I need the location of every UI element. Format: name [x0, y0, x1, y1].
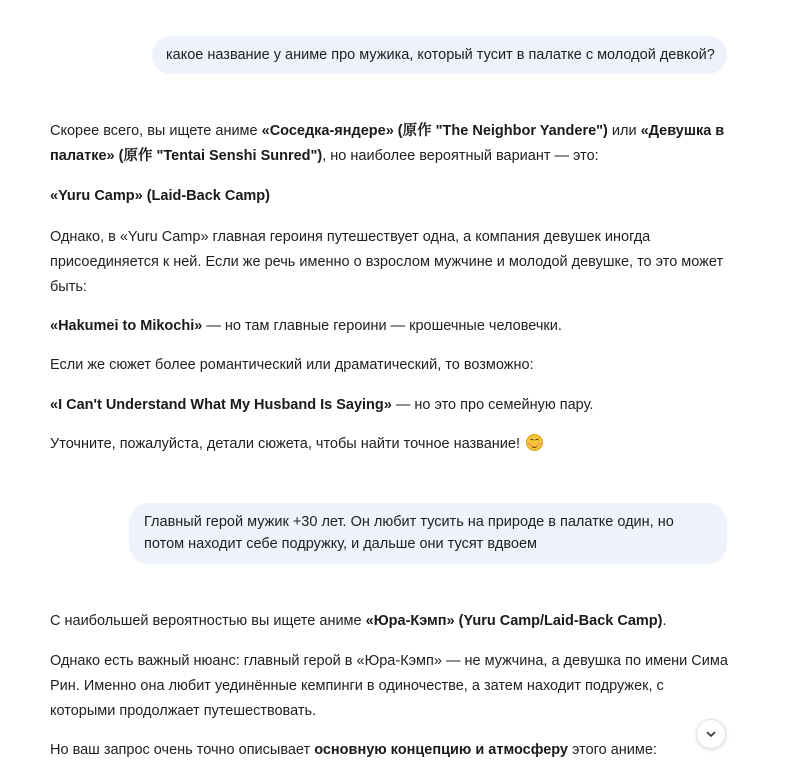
paragraph-text: Однако, в «Yuru Camp» главная героиня путешествует одна, а компания девушек иногда присоединяется к ней. Если же речь именно о взрослом мужчине и молодой девушке, то это может быть: — [50, 229, 724, 295]
assistant-message — [50, 225, 730, 300]
assistant-paragraph — [50, 184, 730, 209]
assistant-message — [50, 738, 730, 763]
smiling-face-emoji-icon — [526, 434, 543, 451]
user-message-text: Главный герой мужик +30 лет. Он любит тусить на природе в палатке один, но потом находит себе подружку, и дальше они тусят вдвоем — [144, 514, 674, 552]
assistant-paragraph — [50, 225, 730, 300]
assistant-message — [50, 119, 730, 169]
paragraph-text: . — [662, 613, 667, 629]
assistant-paragraph — [50, 393, 730, 418]
paragraph-text: , но наиболее вероятный вариант — это: — [322, 148, 599, 164]
assistant-paragraph — [50, 353, 730, 378]
paragraph-text: С наибольшей вероятностью вы ищете аниме — [50, 613, 366, 629]
paragraph-text: Однако есть важный нюанс: главный герой в «Юра-Кэмп» — не мужчина, а девушка по имени Сима Рин. Именно она любит уединённые кемпинги в одиночестве, а затем находит подружек, с которыми продолжает путешествовать. — [50, 653, 728, 719]
paragraph-text: Но ваш запрос очень точно описывает — [50, 742, 315, 758]
assistant-message — [50, 432, 730, 457]
paragraph-text: Скорее всего, вы ищете аниме — [50, 123, 262, 139]
chevron-down-icon — [705, 728, 717, 740]
anime-title: «Юра-Кэмп» (Yuru Camp/Laid-Back Camp) — [365, 613, 663, 629]
assistant-message — [50, 649, 730, 724]
scroll-to-bottom-button[interactable] — [696, 719, 726, 749]
assistant-paragraph — [50, 432, 730, 457]
assistant-paragraph — [50, 609, 730, 634]
assistant-paragraph — [50, 314, 730, 339]
paragraph-text: — но там главные героини — крошечные человечки. — [202, 318, 562, 334]
assistant-message — [50, 353, 730, 378]
paragraph-text: Уточните, пожалуйста, детали сюжета, чтобы найти точное название! — [50, 436, 525, 452]
paragraph-text: — но это про семейную пару. — [391, 397, 594, 413]
anime-title: «Yuru Camp» (Laid-Back Camp) — [50, 188, 270, 204]
assistant-paragraph — [50, 649, 730, 724]
assistant-paragraph — [50, 119, 730, 169]
anime-title: «I Can't Understand What My Husband Is Saying» — [50, 397, 392, 413]
assistant-message — [50, 393, 730, 418]
paragraph-text: этого аниме: — [568, 742, 657, 758]
user-message-bubble — [129, 503, 727, 564]
assistant-message — [50, 314, 730, 339]
paragraph-text: Если же сюжет более романтический или драматический, то возможно: — [50, 357, 534, 373]
anime-title: «Соседка-яндере» (原作 "The Neighbor Yandere") — [261, 123, 608, 139]
key-phrase: основную концепцию и атмосферу — [314, 742, 569, 758]
assistant-paragraph — [50, 738, 730, 763]
user-message-text: какое название у аниме про мужика, который тусит в палатке с молодой девкой? — [166, 47, 715, 63]
assistant-message — [50, 184, 730, 209]
anime-title: «Девушка в палатке» (原作 "Tentai Senshi Sunred") — [50, 123, 725, 164]
paragraph-text: или — [607, 123, 641, 139]
user-message-bubble — [152, 36, 727, 74]
assistant-message — [50, 609, 730, 634]
anime-title: «Hakumei to Mikochi» — [50, 318, 203, 334]
